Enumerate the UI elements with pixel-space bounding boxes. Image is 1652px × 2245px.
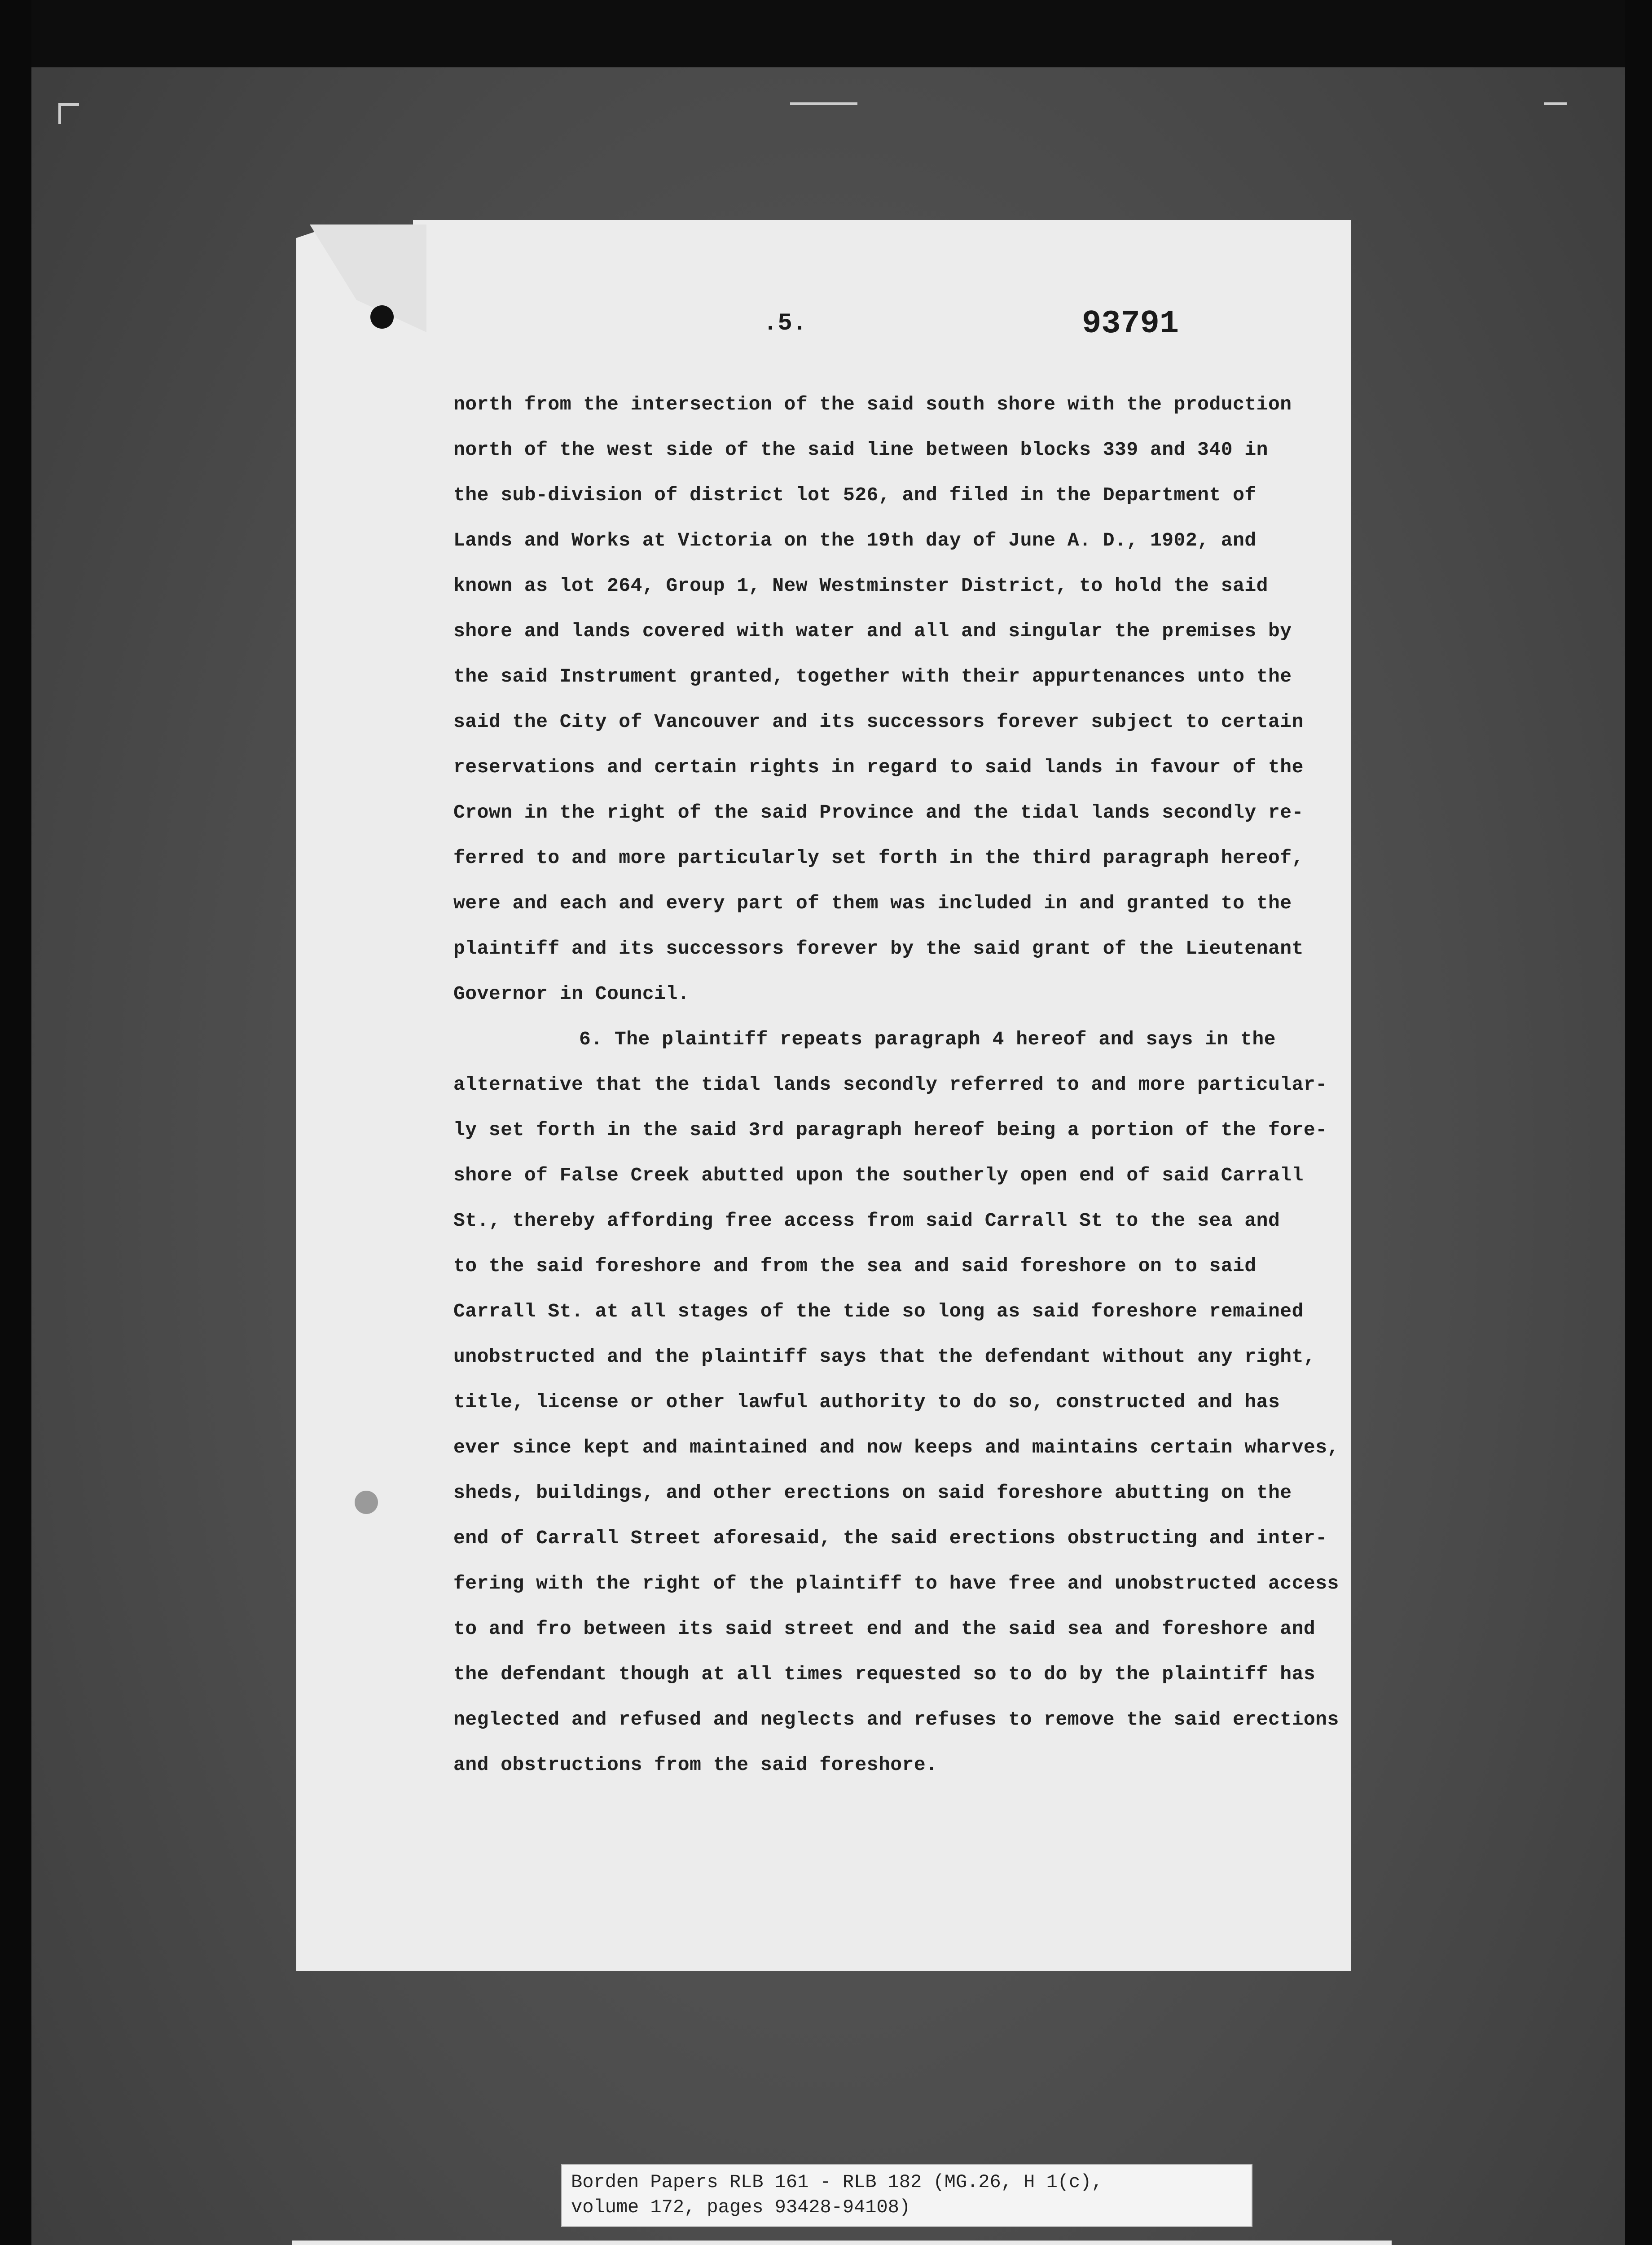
archives-card bbox=[292, 2241, 1392, 2245]
text-line: north of the west side of the said line between blocks 339 and 340 in bbox=[453, 439, 1268, 461]
text-line: were and each and every part of them was included in and granted to the bbox=[453, 892, 1292, 914]
text-line: north from the intersection of the said south shore with the production bbox=[453, 393, 1292, 415]
reference-label-line2: volume 172, pages 93428-94108) bbox=[571, 2197, 911, 2218]
text-line: shore of False Creek abutted upon the southerly open end of said Carrall bbox=[453, 1164, 1304, 1186]
text-line: title, license or other lawful authority to do so, constructed and has bbox=[453, 1391, 1280, 1413]
text-line: the defendant though at all times requested so to do by the plaintiff has bbox=[453, 1663, 1316, 1685]
reference-label-line1: Borden Papers RLB 161 - RLB 182 (MG.26, H 1(c), bbox=[571, 2171, 1103, 2193]
text-line: shore and lands covered with water and all and singular the premises by bbox=[453, 620, 1292, 642]
paragraph-6-start: 6. The plaintiff repeats paragraph 4 hereof and says in the bbox=[579, 1028, 1276, 1050]
text-line: reservations and certain rights in regard to said lands in favour of the bbox=[453, 756, 1304, 778]
corner-registration-mark bbox=[58, 103, 79, 124]
text-line: to and fro between its said street end and the said sea and foreshore and bbox=[453, 1618, 1316, 1640]
document-body bbox=[453, 382, 1339, 1787]
text-line: plaintiff and its successors forever by the said grant of the Lieutenant bbox=[453, 938, 1304, 960]
text-line: Lands and Works at Victoria on the 19th day of June A. D., 1902, and bbox=[453, 529, 1257, 551]
punch-hole bbox=[370, 305, 394, 329]
text-line: known as lot 264, Group 1, New Westminster District, to hold the said bbox=[453, 575, 1268, 597]
film-edge-right bbox=[1625, 0, 1652, 2245]
text-line: to the said foreshore and from the sea and said foreshore on to said bbox=[453, 1255, 1257, 1277]
text-line: Governor in Council. bbox=[453, 983, 690, 1005]
text-line: ever since kept and maintained and now keeps and maintains certain wharves, bbox=[453, 1436, 1339, 1458]
text-line: said the City of Vancouver and its successors forever subject to certain bbox=[453, 711, 1304, 733]
text-line: St., thereby affording free access from said Carrall St to the sea and bbox=[453, 1210, 1280, 1232]
text-line: neglected and refused and neglects and refuses to remove the said erections bbox=[453, 1708, 1339, 1730]
film-edge-top bbox=[0, 0, 1652, 67]
top-dash-mark bbox=[790, 102, 857, 105]
text-line: ly set forth in the said 3rd paragraph hereof being a portion of the fore- bbox=[453, 1119, 1327, 1141]
text-line: sheds, buildings, and other erections on said foreshore abutting on the bbox=[453, 1482, 1292, 1504]
text-line: and obstructions from the said foreshore. bbox=[453, 1754, 938, 1776]
punch-hole-lower bbox=[355, 1491, 378, 1514]
text-line: the sub-division of district lot 526, and filed in the Department of bbox=[453, 484, 1257, 506]
right-dash-mark bbox=[1544, 102, 1567, 105]
text-line: Carrall St. at all stages of the tide so long as said foreshore remained bbox=[453, 1300, 1304, 1322]
text-line: Crown in the right of the said Province and the tidal lands secondly re- bbox=[453, 801, 1304, 823]
text-line: ferred to and more particularly set forth in the third paragraph hereof, bbox=[453, 847, 1304, 869]
text-line: the said Instrument granted, together with their appurtenances unto the bbox=[453, 665, 1292, 687]
reference-label bbox=[561, 2164, 1252, 2227]
archives-card-background bbox=[292, 2241, 1392, 2245]
folio-number: 93791 bbox=[1082, 305, 1179, 342]
text-line: end of Carrall Street aforesaid, the said erections obstructing and inter- bbox=[453, 1527, 1327, 1549]
film-edge-left bbox=[0, 0, 31, 2245]
page-number: .5. bbox=[763, 310, 807, 337]
text-line: fering with the right of the plaintiff to have free and unobstructed access bbox=[453, 1572, 1339, 1594]
text-line: unobstructed and the plaintiff says that the defendant without any right, bbox=[453, 1346, 1316, 1368]
text-line: alternative that the tidal lands secondly referred to and more particular- bbox=[453, 1074, 1327, 1096]
